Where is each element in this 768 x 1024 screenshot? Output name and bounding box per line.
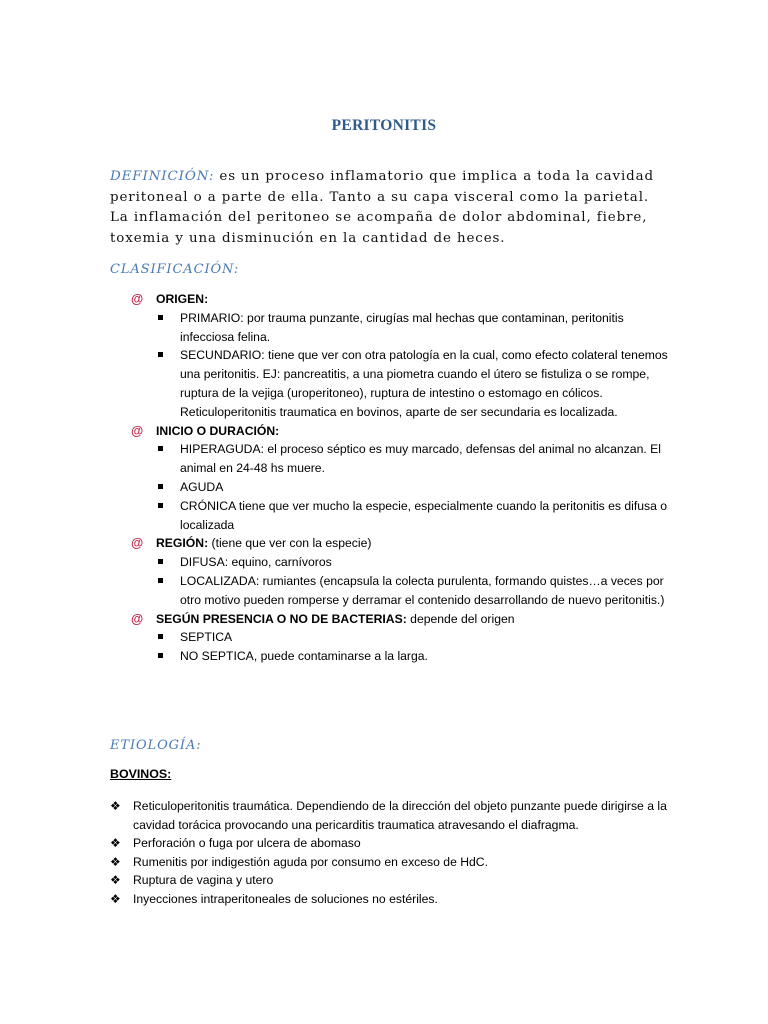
subcategory-text: SEPTICA <box>180 630 233 645</box>
etiology-subheading: BOVINOS: <box>110 767 172 781</box>
list-item <box>110 871 670 890</box>
square-bullet-icon <box>158 634 163 639</box>
category-label: SEGÚN PRESENCIA O NO DE BACTERIAS: <box>156 611 407 626</box>
category-label: INICIO O DURACIÓN: <box>156 423 280 438</box>
category-label: REGIÓN: <box>156 536 209 551</box>
subcategory-item <box>110 553 670 572</box>
list-item-text: Reticuloperitonitis traumática. Dependiendo de la dirección del objeto punzante puede dirigirse a la cavidad torácica provocando una pericarditis traumatica atravesando el diafragma. <box>133 799 667 832</box>
list-item <box>110 834 670 853</box>
diamond-bullet-icon: ❖ <box>110 799 121 813</box>
list-item <box>110 890 670 909</box>
subcategory-text: SECUNDARIO: tiene que ver con otra patología en la cual, como efecto colateral tenemos una peritonitis. EJ: pancreatitis, a una piometra cuando el útero se fistuliza o se rompe, ruptura de la vejiga (uroperitoneo), ruptura de intestino o estomago en cólicos. Reticuloperitonitis traumatica en bovinos, aparte de ser secundaria es localizada. <box>180 348 668 419</box>
spiral-bullet-icon: @ <box>131 292 144 306</box>
list-item <box>110 797 670 834</box>
etiology-heading: ETIOLOGÍA: <box>110 738 202 753</box>
subcategory-text: DIFUSA: equino, carnívoros <box>180 555 332 570</box>
definition-text: es un proceso inflamatorio que implica a toda la cavidad peritoneal o a parte de ella. Tanto a su capa visceral como la parietal. La inflamación del peritoneo se acompaña de dolor abdominal, fiebre, toxemia y una disminución en la cantidad de heces. <box>110 169 654 246</box>
subcategory-text: NO SEPTICA, puede contaminarse a la larga. <box>180 649 428 664</box>
subcategory-text: CRÓNICA tiene que ver mucho la especie, especialmente cuando la peritonitis es difusa o localizada <box>180 498 668 532</box>
subcategory-item <box>110 572 670 610</box>
square-bullet-icon <box>158 559 163 564</box>
category-label: ORIGEN: <box>156 292 209 306</box>
diamond-bullet-icon: ❖ <box>110 891 121 906</box>
subcategory-item <box>110 309 670 347</box>
spiral-bullet-icon: @ <box>131 423 144 438</box>
square-bullet-icon <box>158 578 163 583</box>
subcategory-text: AGUDA <box>180 479 224 494</box>
square-bullet-icon <box>158 653 163 658</box>
diamond-bullet-icon: ❖ <box>110 854 121 869</box>
list-item <box>110 853 670 872</box>
list-item-text: Perforación o fuga por ulcera de abomaso <box>133 836 361 851</box>
spiral-bullet-icon: @ <box>131 611 144 626</box>
square-bullet-icon <box>158 503 163 508</box>
category-text: (tiene que ver con la especie) <box>208 536 372 551</box>
category-item <box>110 422 670 441</box>
subcategory-item <box>110 628 670 647</box>
subcategory-item <box>110 497 670 535</box>
list-item-text: Rumenitis por indigestión aguda por consumo en exceso de HdC. <box>133 854 488 869</box>
classification-list <box>110 290 670 666</box>
square-bullet-icon <box>158 484 163 489</box>
square-bullet-icon <box>158 446 163 451</box>
diamond-bullet-icon: ❖ <box>110 836 121 851</box>
subcategory-item <box>110 647 670 666</box>
spiral-bullet-icon: @ <box>131 536 144 551</box>
subcategory-text: HIPERAGUDA: el proceso séptico es muy marcado, defensas del animal no alcanzan. El animal en 24-48 hs muere. <box>180 442 661 476</box>
classification-heading: CLASIFICACIÓN: <box>110 262 240 277</box>
category-item <box>110 290 670 309</box>
subcategory-item <box>110 478 670 497</box>
square-bullet-icon <box>158 352 163 357</box>
subcategory-item <box>110 346 670 421</box>
definition-paragraph <box>110 167 670 249</box>
subcategory-text: LOCALIZADA: rumiantes (encapsula la colecta purulenta, formando quistes…a veces por otro motivo pueden romperse y derramar el contenido desarrollando de nuevo peritonitis.) <box>180 573 665 607</box>
category-item <box>110 534 670 553</box>
diamond-bullet-icon: ❖ <box>110 873 121 888</box>
list-item-text: Ruptura de vagina y utero <box>133 873 274 888</box>
category-text: depende del origen <box>406 611 515 626</box>
subcategory-text: PRIMARIO: por trauma punzante, cirugías mal hechas que contaminan, peritonitis infecciosa felina. <box>180 310 624 344</box>
category-item <box>110 610 670 629</box>
document-title: PERITONITIS <box>331 117 437 134</box>
square-bullet-icon <box>158 315 163 320</box>
definition-label: DEFINICIÓN: <box>110 169 215 184</box>
subcategory-item <box>110 440 670 478</box>
list-item-text: Inyecciones intraperitoneales de soluciones no estériles. <box>133 891 438 906</box>
etiology-list <box>110 797 670 909</box>
